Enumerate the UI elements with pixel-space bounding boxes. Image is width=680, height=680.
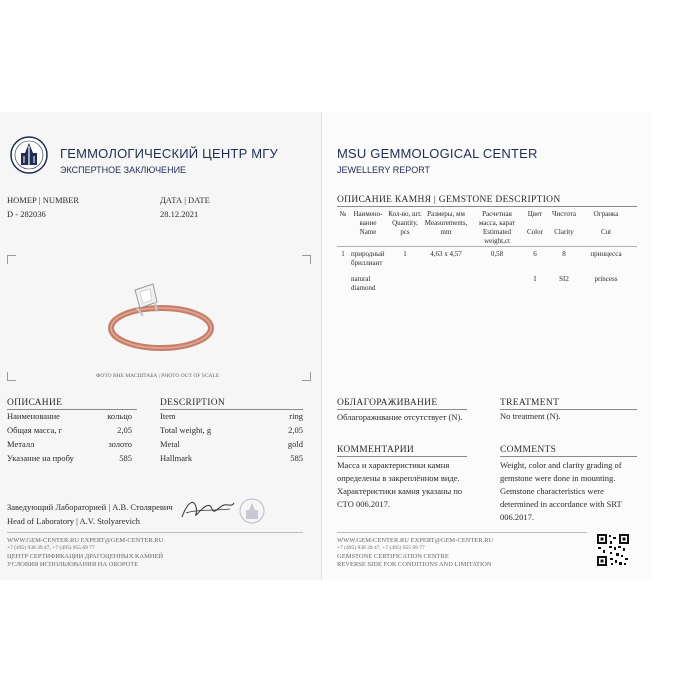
org-subtitle-ru: ЭКСПЕРТНОЕ ЗАКЛЮЧЕНИЕ (60, 165, 187, 175)
cell: 1 (403, 250, 407, 258)
row-value-ru: золото (108, 439, 132, 449)
org-title-ru: ГЕММОЛОГИЧЕСКИЙ ЦЕНТР МГУ (60, 146, 278, 161)
org-subtitle-en: JEWELLERY REPORT (337, 165, 431, 175)
col-header-en: Clarity (554, 228, 574, 236)
col-header-ru: Наимено-вание (353, 210, 383, 227)
comments-text-ru: Масса и характеристики камня определены в закреплённом виде. Характеристики камня указаны по СТО 006.2017. (337, 460, 463, 509)
head-of-lab-ru: Заведующий Лабораторией | А.В. Столяревич (7, 502, 173, 512)
footer-line: УСЛОВИЯ ИСПОЛЬЗОВАНИЯ НА ОБОРОТЕ (7, 561, 139, 568)
row-label-ru: Металл (7, 439, 35, 449)
divider (337, 456, 467, 457)
date-label: ДАТА | DATE (160, 195, 210, 205)
org-title-en: MSU GEMMOLOGICAL CENTER (337, 146, 538, 161)
cell: SI2 (559, 275, 569, 283)
cell: принцесса (590, 250, 622, 258)
col-header-cut (583, 210, 629, 237)
comments-heading-ru: КОММЕНТАРИИ (337, 445, 415, 455)
divider (500, 456, 637, 457)
cell: princess (594, 275, 618, 283)
row-label-ru: Указание на пробу (7, 453, 74, 463)
ring-photo (95, 270, 225, 360)
col-header-en: Cut (600, 228, 612, 236)
col-header-quantity (388, 210, 422, 237)
col-header-ru: Чистота (551, 210, 577, 218)
row-value-en: 2,05 (288, 425, 303, 435)
signature (178, 495, 238, 525)
qr-code-icon (596, 533, 630, 567)
col-header-ru: Кол-во, шт. (388, 210, 422, 218)
col-header-measurements (422, 210, 470, 237)
col-header-ru: Цвет (527, 210, 543, 218)
row-label-ru: Наименование (7, 411, 60, 421)
divider (337, 206, 637, 207)
col-header-en: Estimated weight,ct (483, 228, 511, 245)
msu-logo-icon (10, 136, 48, 174)
col-header-ru: Расчетная масса, карат (478, 210, 516, 227)
opisanie-heading: ОПИСАНИЕ (7, 398, 63, 408)
cell: I (533, 275, 537, 283)
row-label-en: Metal (160, 439, 180, 449)
photo-frame-corner (302, 372, 311, 381)
gemstone-heading: ОПИСАНИЕ КАМНЯ | GEMSTONE DESCRIPTION (337, 195, 561, 205)
footer-line: WWW.GEM-CENTER.RU EXPERT@GEM-CENTER.RU (337, 537, 494, 544)
row-label-en: Total weight, g (160, 425, 212, 435)
head-of-lab-en: Head of Laboratory | A.V. Stolyarevich (7, 516, 141, 526)
divider (7, 409, 137, 410)
divider (160, 409, 303, 410)
col-header-no: № (339, 210, 347, 218)
divider (500, 409, 637, 410)
cell: 0,58 (490, 250, 504, 258)
cell: 1 (341, 250, 345, 258)
footer-line: REVERSE SIDE FOR CONDITIONS AND LIMITATION (337, 561, 492, 568)
row-value-en: ring (289, 411, 303, 421)
footer-line: +7 (495) 938 39 47, +7 (495) 955 69 77 (337, 545, 425, 551)
col-header-ru: Размеры, мм (427, 210, 465, 218)
col-header-en: Name (359, 228, 377, 236)
cell: 8 (562, 250, 566, 258)
cell: natural diamond (351, 275, 376, 292)
row-value-en: 585 (290, 453, 303, 463)
footer-line: ЦЕНТР СЕРТИФИКАЦИИ ДРАГОЦЕННЫХ КАМНЕЙ (7, 553, 164, 560)
photo-frame-corner (7, 372, 16, 381)
col-header-color (523, 210, 547, 237)
col-header-weight (472, 210, 522, 246)
divider (337, 409, 467, 410)
treatment-heading-en: TREATMENT (500, 398, 560, 408)
row-label-en: Item (160, 411, 176, 421)
footer-line: GEMSTONE CERTIFICATION CENTRE (337, 553, 449, 560)
comments-heading-en: COMMENTS (500, 445, 557, 455)
col-header-en: Quantity, pcs (392, 219, 418, 236)
col-header-ru: Огранка (593, 210, 619, 218)
row-value-ru: кольцо (107, 411, 132, 421)
row-label-ru: Общая масса, г (7, 425, 63, 435)
cell: природный бриллиант (351, 250, 385, 267)
treatment-text-ru: Облагораживание отсутствует (N). (337, 412, 463, 422)
treatment-heading-ru: ОБЛАГОРАЖИВАНИЕ (337, 398, 438, 408)
row-value-en: gold (287, 439, 303, 449)
row-value-ru: 2,05 (117, 425, 132, 435)
footer-divider (7, 532, 303, 533)
treatment-text-en: No treatment (N). (500, 411, 561, 421)
row-label-en: Hallmark (160, 453, 193, 463)
number-label: НОМЕР | NUMBER (7, 195, 80, 205)
col-header-clarity (548, 210, 580, 237)
row-value-ru: 585 (119, 453, 132, 463)
number-value: D - 282036 (7, 209, 46, 219)
photo-frame-corner (302, 255, 311, 264)
cell: 4,63 x 4,57 (430, 250, 462, 258)
comments-text-en: Weight, color and clarity grading of gemstone were done in mounting. Gemstone characteristics were determined in accordance with SRT 006.2017. (500, 460, 622, 522)
description-heading: DESCRIPTION (160, 398, 226, 408)
footer-divider (337, 532, 587, 533)
footer-line: WWW.GEM-CENTER.RU EXPERT@GEM-CENTER.RU (7, 537, 164, 544)
stamp-icon (238, 497, 266, 525)
photo-frame-corner (7, 255, 16, 264)
col-header-en: Color (527, 228, 543, 236)
footer-line: +7 (495) 938 39 47, +7 (495) 955 69 77 (7, 545, 95, 551)
table-header-divider (337, 246, 637, 247)
col-header-en: Measurements, mm (424, 219, 468, 236)
page-fold (321, 112, 322, 580)
col-header-name (349, 210, 387, 237)
photo-caption: ФОТО ВНЕ МАСШТАБА | PHOTO OUT OF SCALE (96, 373, 220, 379)
cell: 6 (533, 250, 537, 258)
date-value: 28.12.2021 (160, 209, 199, 219)
